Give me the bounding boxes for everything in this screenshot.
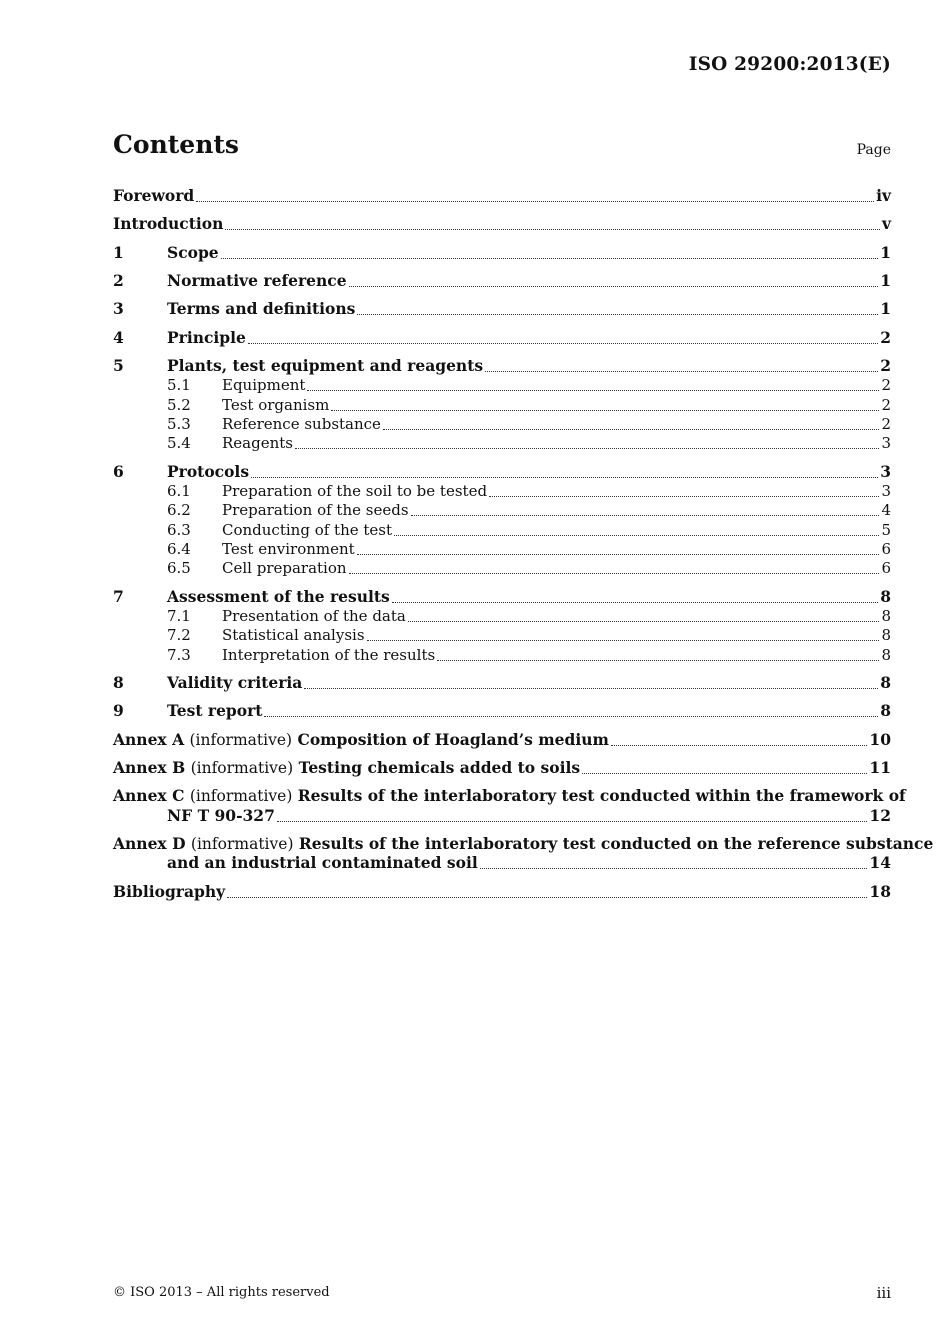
toc-title: Preparation of the seeds [222,501,409,519]
toc-entry-annex-d[interactable] [113,834,934,854]
toc-number: 8 [113,673,124,692]
toc-title: Assessment of the results [167,587,390,606]
toc-number: 5.1 [167,376,191,394]
leader-dots [225,229,880,230]
toc-entry-introduction[interactable] [113,214,891,234]
toc-entry-subsection-5-3[interactable] [113,414,891,434]
toc-page: 2 [880,356,891,375]
annex-label: Annex D [113,834,186,853]
toc-title: Preparation of the soil to be tested [222,482,488,500]
leader-dots [357,314,878,315]
leader-dots [394,535,879,536]
leader-dots [331,410,879,411]
toc-entry-section-9[interactable] [113,701,891,721]
toc-entry-subsection-5-1[interactable] [113,375,891,395]
toc-title: Test report [167,701,263,720]
toc-page: 8 [881,646,891,664]
toc-page: 3 [881,482,891,500]
leader-dots [367,640,880,641]
toc-page: 2 [881,376,891,394]
leader-dots [221,258,879,259]
leader-dots [227,897,867,898]
toc-page: 6 [881,540,891,558]
toc-title: Test environment [222,540,355,558]
leader-dots [392,602,878,603]
toc-number: 5.4 [167,434,191,452]
toc-entry-bibliography[interactable] [113,882,891,902]
toc-page: 8 [880,701,891,720]
toc-number: 6.1 [167,482,191,500]
toc-entry-subsection-5-2[interactable] [113,395,891,415]
toc-page: 4 [881,501,891,519]
toc-entry-section-3[interactable] [113,299,891,319]
annex-label: Annex A [113,730,185,749]
toc-title: Equipment [222,376,306,394]
leader-dots [277,821,868,822]
toc-entry-section-6[interactable] [113,462,891,482]
toc-title [113,786,906,806]
toc-entry-subsection-6-5[interactable] [113,558,891,578]
toc-number: 7.3 [167,646,191,664]
toc-page: iv [876,186,891,205]
toc-title: Foreword [113,186,195,205]
leader-dots [304,688,878,689]
toc-title [113,730,609,750]
toc-title: Principle [167,328,246,347]
annex-title: Results of the interlaboratory test conducted on the reference substance [298,834,934,853]
toc-number: 4 [113,328,124,347]
toc-page: 1 [880,271,891,290]
toc-page: 1 [880,299,891,318]
toc-title: Statistical analysis [222,626,365,644]
toc-entry-subsection-7-2[interactable] [113,625,891,645]
toc-title: Reagents [222,434,293,452]
toc-entry-section-1[interactable] [113,243,891,263]
toc-title: Plants, test equipment and reagents [167,356,484,375]
toc-entry-section-8[interactable] [113,673,891,693]
leader-dots [295,448,879,449]
toc-number: 6 [113,462,124,481]
toc-page: 14 [869,853,891,872]
toc-page: v [881,214,891,233]
toc-page: 2 [881,415,891,433]
toc-title: Protocols [167,462,250,481]
annex-title: Composition of Hoagland’s medium [297,730,609,749]
toc-number: 6.3 [167,521,191,539]
toc-page: 1 [880,243,891,262]
toc-page: 8 [881,607,891,625]
toc-title: Bibliography [113,882,226,901]
toc-page: 10 [869,730,891,749]
toc-number: 5.3 [167,415,191,433]
leader-dots [349,286,879,287]
toc-number: 6.5 [167,559,191,577]
toc-entry-section-2[interactable] [113,271,891,291]
toc-title: Reference substance [222,415,381,433]
toc-number: 6.4 [167,540,191,558]
toc-page: 8 [880,587,891,606]
leader-dots [411,515,880,516]
leader-dots [251,477,878,478]
toc-title: Normative reference [167,271,347,290]
annex-type: (informative) [190,835,294,853]
toc-number: 2 [113,271,124,290]
toc-title [113,834,933,854]
leader-dots [437,660,879,661]
annex-title-continued: and an industrial contaminated soil [167,853,478,872]
leader-dots [485,371,878,372]
leader-dots [480,868,868,869]
toc-page: 12 [869,806,891,825]
annex-label: Annex C [113,786,185,805]
footer-page-number: iii [876,1284,891,1302]
toc-entry-section-4[interactable] [113,328,891,348]
toc-entry-subsection-7-1[interactable] [113,606,891,626]
toc-entry-foreword[interactable] [113,186,891,206]
leader-dots [357,554,880,555]
annex-label: Annex B [113,758,186,777]
document-id: ISO 29200:2013(E) [688,54,891,75]
footer-copyright: © ISO 2013 – All rights reserved [113,1285,330,1300]
toc-number: 1 [113,243,124,262]
toc-number: 3 [113,299,124,318]
toc-title: Cell preparation [222,559,347,577]
leader-dots [196,201,874,202]
toc-entry-annex-a[interactable] [113,730,891,750]
annex-title: Results of the interlaboratory test conducted within the framework of [297,786,906,805]
toc-title [113,758,580,778]
toc-title: Validity criteria [167,673,303,692]
leader-dots [611,745,868,746]
annex-type: (informative) [190,759,294,777]
leader-dots [383,429,880,430]
toc-number: 6.2 [167,501,191,519]
toc-entry-annex-c[interactable] [113,786,906,806]
toc-entry-annex-d-continued[interactable] [113,853,891,873]
toc-entry-section-5[interactable] [113,356,891,376]
toc-page: 3 [881,434,891,452]
annex-title: Testing chemicals added to soils [298,758,581,777]
toc-entry-annex-b[interactable] [113,758,891,778]
toc-title: Test organism [222,396,330,414]
toc-page: 8 [880,673,891,692]
leader-dots [349,573,880,574]
toc-entry-subsection-7-3[interactable] [113,645,891,665]
toc-number: 5 [113,356,124,375]
toc-page: 2 [881,396,891,414]
leader-dots [582,773,867,774]
toc-entry-section-7[interactable] [113,587,891,607]
contents-title: Contents [113,130,240,159]
leader-dots [307,390,879,391]
page-column-label: Page [856,142,891,158]
toc-number: 7 [113,587,124,606]
annex-title-continued: NF T 90-327 [167,806,275,825]
toc-title: Terms and definitions [167,299,356,318]
annex-type: (informative) [189,787,293,805]
annex-type: (informative) [189,731,293,749]
toc-title: Scope [167,243,219,262]
toc-entry-annex-c-continued[interactable] [113,806,891,826]
toc-page: 6 [881,559,891,577]
toc-title: Conducting of the test [222,521,393,539]
leader-dots [489,496,879,497]
toc-title: Introduction [113,214,224,233]
toc-page: 2 [880,328,891,347]
toc-page: 8 [881,626,891,644]
toc-page: 18 [869,882,891,901]
leader-dots [248,343,878,344]
toc-entry-subsection-6-1[interactable] [113,481,891,501]
toc-page: 3 [880,462,891,481]
toc-entry-subsection-5-4[interactable] [113,433,891,453]
toc-number: 5.2 [167,396,191,414]
toc-number: 7.1 [167,607,191,625]
toc-entry-subsection-6-4[interactable] [113,539,891,559]
leader-dots [408,621,880,622]
toc-page: 5 [881,521,891,539]
toc-number: 9 [113,701,124,720]
toc-number: 7.2 [167,626,191,644]
toc-entry-subsection-6-2[interactable] [113,500,891,520]
leader-dots [264,716,878,717]
toc-page: 11 [869,758,891,777]
toc-title: Interpretation of the results [222,646,436,664]
toc-title: Presentation of the data [222,607,406,625]
toc-entry-subsection-6-3[interactable] [113,520,891,540]
